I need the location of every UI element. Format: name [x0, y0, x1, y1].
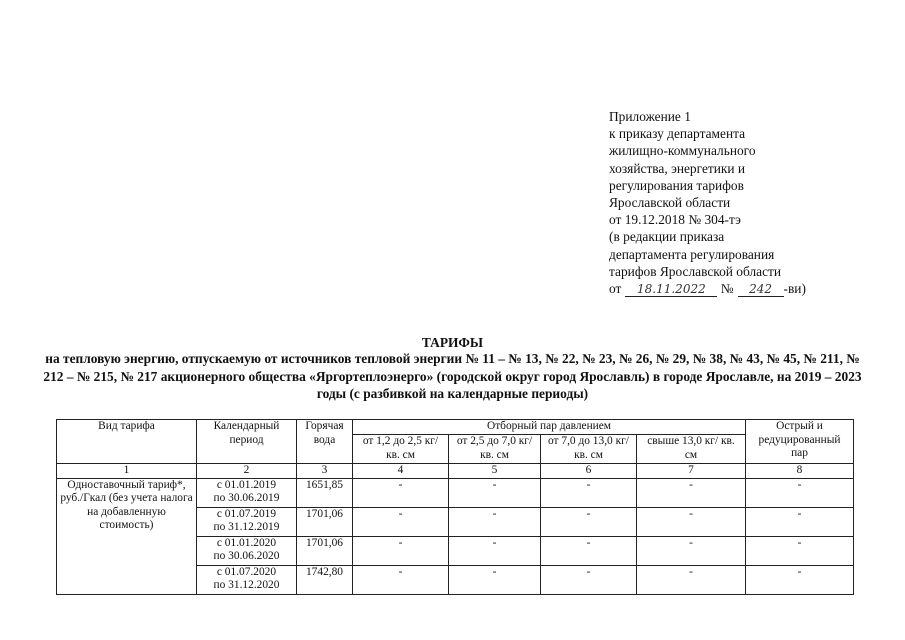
header-steam-1-2-5: от 1,2 до 2,5 кг/ кв. см: [353, 435, 449, 464]
tariffs-table: [56, 419, 854, 595]
amendment-order-line: [609, 280, 869, 297]
steam-3-value: -: [541, 565, 637, 594]
column-number: 4: [353, 464, 449, 479]
tariff-type-cell: Одноставочный тариф*, руб./Гкал (без учета налога на добавленную стоимость): [57, 478, 197, 594]
sharp-steam-value: -: [746, 536, 854, 565]
appendix-line: к приказу департамента: [609, 126, 746, 142]
steam-3-value: -: [541, 536, 637, 565]
period-cell: [197, 507, 297, 536]
handwritten-order-number: 242: [738, 282, 784, 297]
sharp-steam-value: -: [746, 565, 854, 594]
steam-2-value: -: [449, 565, 541, 594]
appendix-line: от 19.12.2018 № 304-тэ: [609, 212, 741, 228]
steam-2-value: -: [449, 536, 541, 565]
steam-1-value: -: [353, 507, 449, 536]
header-steam-2-5-7: от 2,5 до 7,0 кг/ кв. см: [449, 435, 541, 464]
period-from: с 01.01.2020: [216, 536, 277, 549]
steam-1-value: -: [353, 478, 449, 507]
header-calendar-period: Календарный период: [197, 420, 297, 464]
column-number: 3: [297, 464, 353, 479]
steam-3-value: -: [541, 478, 637, 507]
steam-4-value: -: [637, 536, 746, 565]
hot-water-value: 1651,85: [297, 478, 353, 507]
appendix-line: тарифов Ярославской области: [609, 263, 782, 279]
sharp-steam-value: -: [746, 478, 854, 507]
appendix-block: [609, 108, 869, 297]
appendix-line: регулирования тарифов: [609, 177, 744, 193]
order-number-sign: №: [720, 281, 734, 297]
order-number-suffix: -ви): [783, 281, 806, 297]
table-row: [57, 478, 854, 507]
steam-1-value: -: [353, 536, 449, 565]
steam-3-value: -: [541, 507, 637, 536]
period-to: по 30.06.2020: [213, 550, 280, 562]
period-from: с 01.07.2020: [216, 565, 277, 578]
header-steam-over-13: свыше 13,0 кг/ кв. см: [637, 435, 746, 464]
header-tariff-type: Вид тарифа: [57, 420, 197, 464]
period-to: по 31.12.2020: [213, 579, 280, 591]
handwritten-order-date: 18.11.2022: [625, 282, 717, 297]
document-title: ТАРИФЫ: [421, 335, 484, 350]
column-number: 7: [637, 464, 746, 479]
column-number: 6: [541, 464, 637, 479]
header-steam-group: Отборный пар давлением: [353, 420, 746, 435]
hot-water-value: 1742,80: [297, 565, 353, 594]
appendix-line: жилищно-коммунального: [609, 143, 756, 159]
appendix-line: хозяйства, энергетики и: [609, 160, 746, 176]
order-date-prefix: от: [609, 281, 622, 297]
steam-1-value: -: [353, 565, 449, 594]
column-number: 2: [197, 464, 297, 479]
period-from: с 01.07.2019: [216, 507, 277, 520]
steam-2-value: -: [449, 507, 541, 536]
steam-4-value: -: [637, 507, 746, 536]
period-to: по 31.12.2019: [213, 521, 280, 533]
column-number: 5: [449, 464, 541, 479]
appendix-line: департамента регулирования: [609, 246, 775, 262]
period-to: по 30.06.2019: [213, 492, 280, 504]
column-number: 8: [746, 464, 854, 479]
steam-2-value: -: [449, 478, 541, 507]
period-cell: [197, 536, 297, 565]
hot-water-value: 1701,06: [297, 507, 353, 536]
period-from: с 01.01.2019: [216, 478, 277, 491]
header-hot-water: Горячая вода: [297, 420, 353, 464]
appendix-line: Ярославской области: [609, 195, 731, 211]
period-cell: [197, 478, 297, 507]
sharp-steam-value: -: [746, 507, 854, 536]
appendix-line: Приложение 1: [609, 109, 691, 124]
steam-4-value: -: [637, 478, 746, 507]
appendix-line: (в редакции приказа: [609, 229, 725, 245]
header-sharp-steam: Острый и редуцированный пар: [746, 420, 854, 464]
column-number: 1: [57, 464, 197, 479]
document-subtitle: на тепловую энергию, отпускаемую от источников тепловой энергии № 11 – № 13, № 22, № 23, № 26, № 29, № 38, № 43, № 45, № 211, № 212 – № 215, № 217 акционерного общества «Яргортеплоэнерго» (городской округ город Ярославль) в городе Ярославле, на 2019 – 2023 годы (с разбивкой на календарные периоды): [43, 351, 862, 401]
period-cell: [197, 565, 297, 594]
steam-4-value: -: [637, 565, 746, 594]
hot-water-value: 1701,06: [297, 536, 353, 565]
header-steam-7-13: от 7,0 до 13,0 кг/ кв. см: [541, 435, 637, 464]
